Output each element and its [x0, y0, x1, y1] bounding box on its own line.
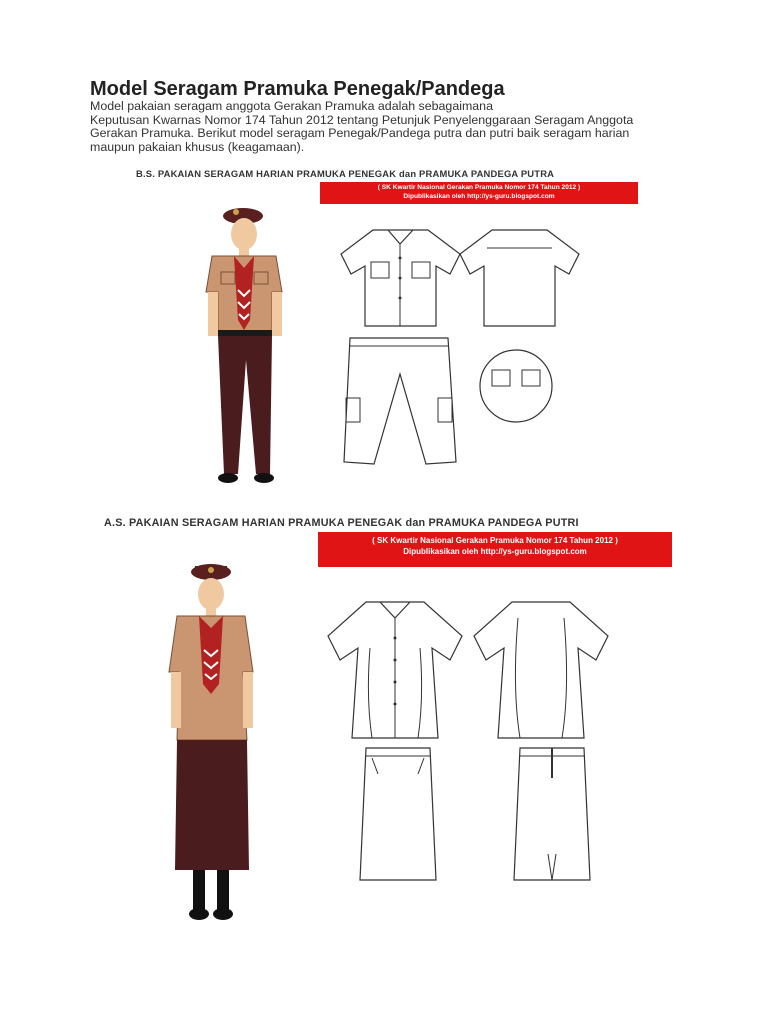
male-uniform-figure	[190, 200, 310, 490]
banner-line-publisher: Dipublikasikan oleh http://ys-guru.blogspot.com	[403, 547, 587, 556]
intro-line: Model pakaian seragam anggota Gerakan Pramuka adalah sebagaimana	[90, 99, 493, 113]
pocket-detail-drawing	[478, 348, 554, 424]
section-heading-putra: B.S. PAKAIAN SERAGAM HARIAN PRAMUKA PENEGAK dan PRAMUKA PANDEGA PUTRA	[136, 168, 555, 179]
female-skirt-back-drawing	[512, 744, 592, 884]
female-blouse-back-drawing	[472, 598, 610, 742]
intro-paragraph	[90, 100, 690, 154]
banner-line-sk: ( SK Kwartir Nasional Gerakan Pramuka Nomor 174 Tahun 2012 )	[377, 184, 581, 191]
intro-line: Keputusan Kwarnas Nomor 174 Tahun 2012 tentang Petunjuk Penyelenggaraan Seragam Anggota	[90, 112, 634, 127]
male-shirt-front-drawing	[338, 226, 463, 330]
intro-line: Gerakan Pramuka. Berikut model seragam Penegak/Pandega putra dan putri baik seragam harian	[90, 126, 630, 141]
source-banner-putra	[320, 182, 638, 204]
female-uniform-figure	[155, 562, 275, 934]
banner-line-publisher: Dipublikasikan oleh http://ys-guru.blogspot.com	[403, 193, 555, 200]
document-title: Model Seragam Pramuka Penegak/Pandega	[90, 78, 505, 100]
male-trousers-drawing	[340, 334, 460, 468]
female-skirt-front-drawing	[358, 744, 438, 884]
section-heading-putri: A.S. PAKAIAN SERAGAM HARIAN PRAMUKA PENEGAK dan PRAMUKA PANDEGA PUTRI	[104, 517, 579, 529]
source-banner-putri	[318, 532, 672, 567]
banner-line-sk: ( SK Kwartir Nasional Gerakan Pramuka Nomor 174 Tahun 2012 )	[372, 536, 618, 545]
female-blouse-front-drawing	[326, 598, 464, 742]
male-shirt-back-drawing	[457, 226, 582, 330]
intro-line: maupun pakaian khusus (keagamaan).	[90, 139, 305, 154]
